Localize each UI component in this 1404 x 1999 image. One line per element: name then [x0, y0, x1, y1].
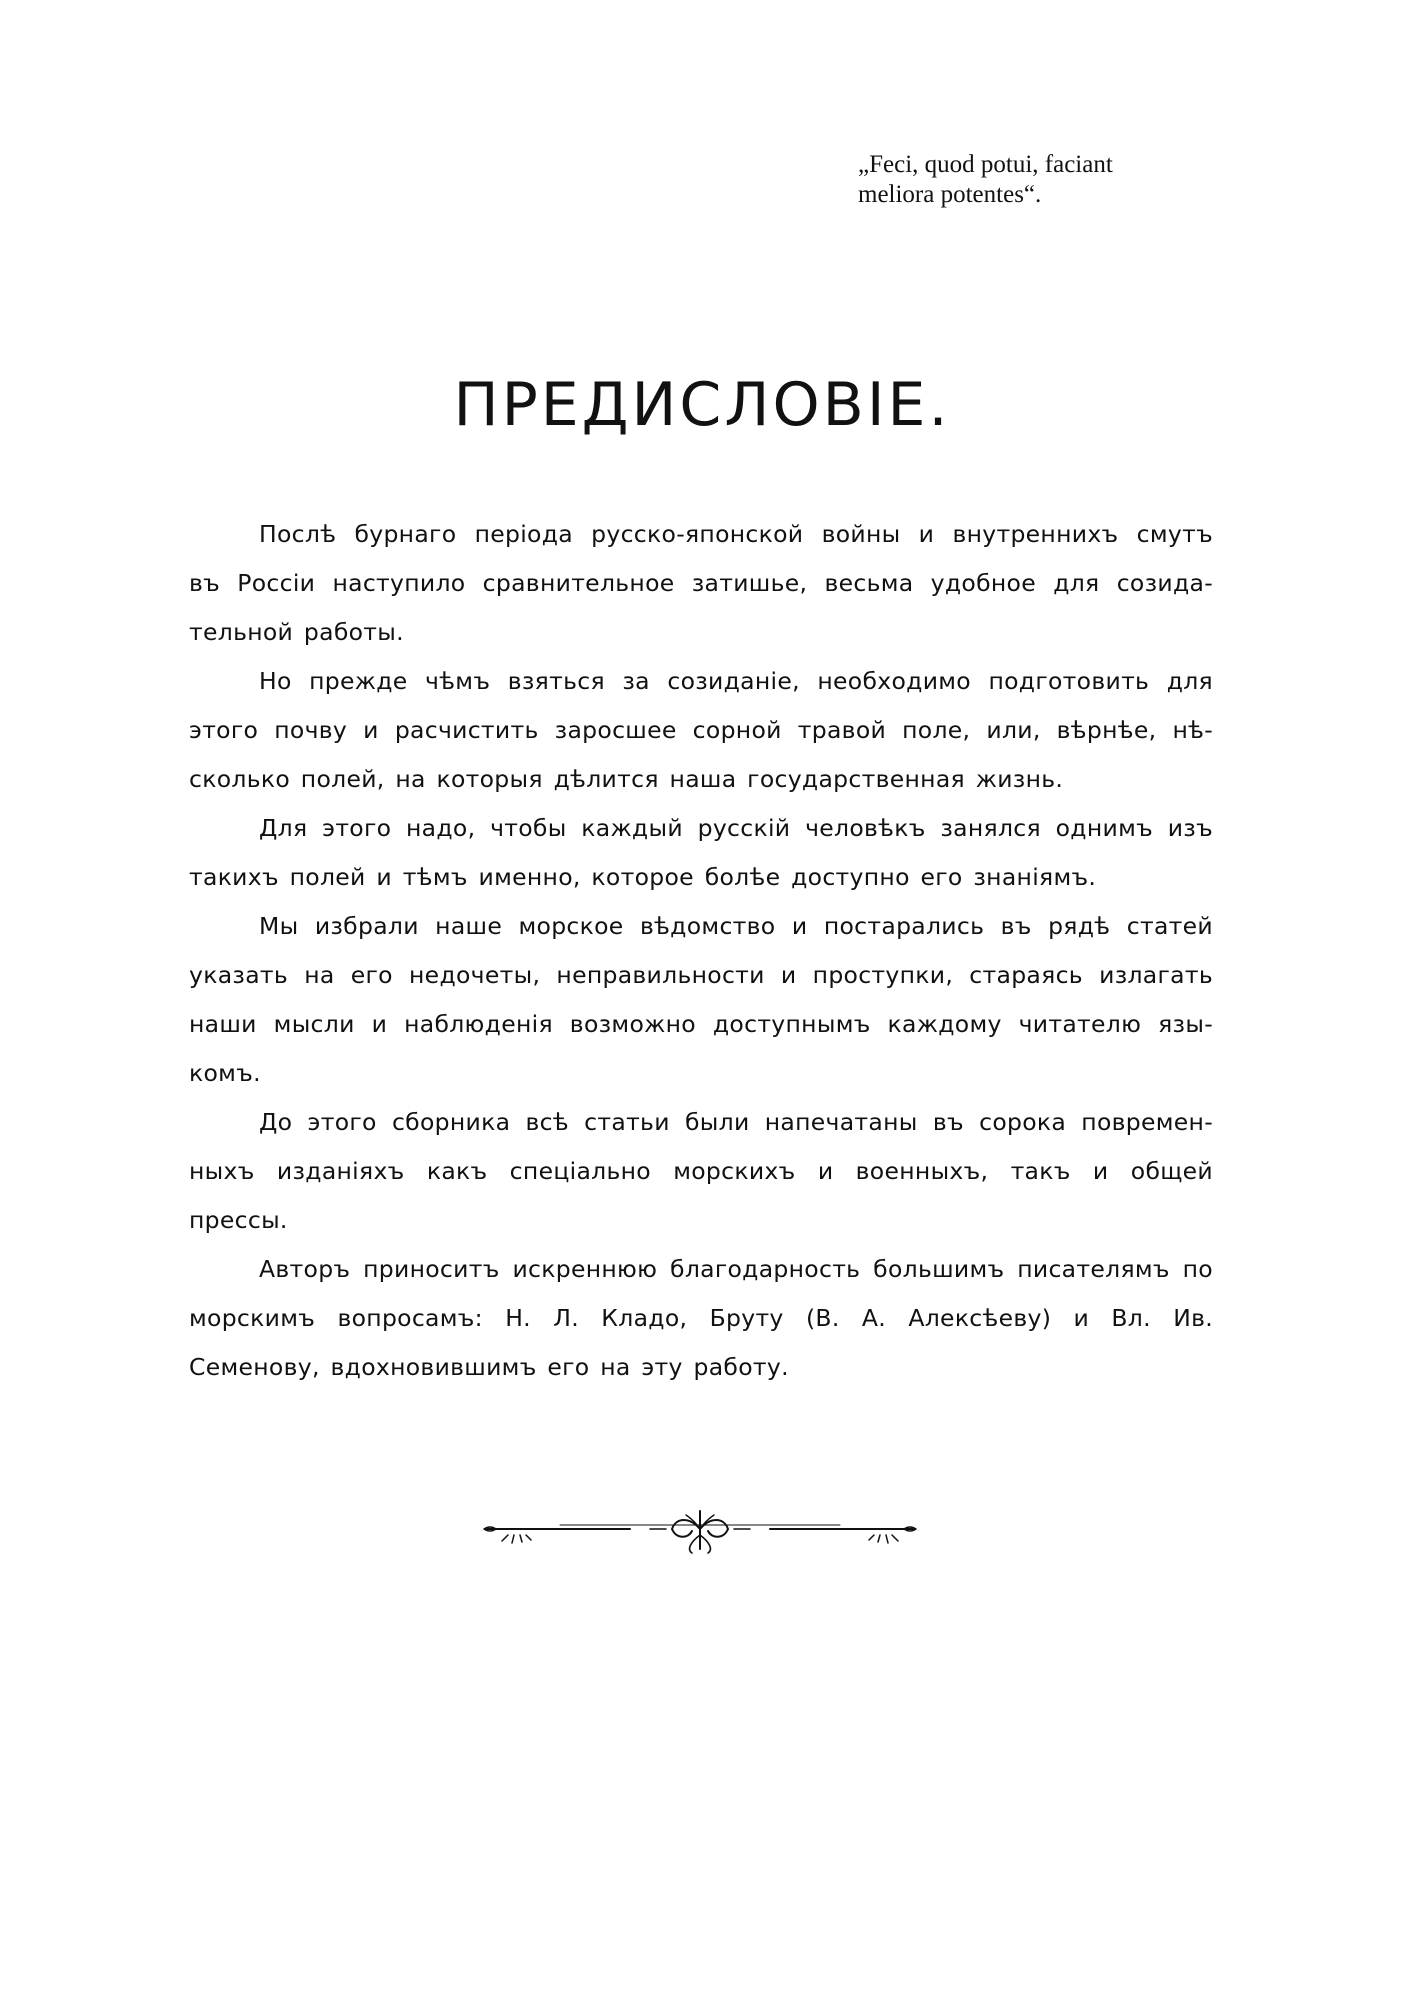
text-line: такихъ полей и тѣмъ именно, которое болѣе доступно его знанiямъ. — [189, 863, 1097, 891]
text-line: Послѣ бурнаго перiода русско-японской войны и внутреннихъ смутъ — [259, 520, 1213, 548]
text-line: комъ. — [189, 1059, 261, 1087]
text-line: Для этого надо, чтобы каждый русскiй человѣкъ занялся однимъ изъ — [259, 814, 1213, 842]
text-line: Но прежде чѣмъ взяться за созиданiе, необходимо подготовить для — [259, 667, 1213, 695]
preface-body — [189, 510, 1213, 1392]
text-line: ныхъ изданiяхъ какъ спецiально морскихъ и военныхъ, такъ и общей — [189, 1157, 1213, 1185]
text-line: сколько полей, на которыя дѣлится наша государственная жизнь. — [189, 765, 1064, 793]
text-line: Мы избрали наше морское вѣдомство и постарались въ рядѣ статей — [259, 912, 1213, 940]
text-line: въ Россiи наступило сравнительное затишье, весьма удобное для созида- — [189, 569, 1213, 597]
epigraph-line: meliora potentes“. — [858, 181, 1042, 208]
text-line: этого почву и расчистить заросшее сорной травой поле, или, вѣрнѣе, нѣ- — [189, 716, 1213, 744]
text-line: указать на его недочеты, неправильности и проступки, стараясь излагать — [189, 961, 1213, 989]
text-line: Семенову, вдохновившимъ его на эту работу. — [189, 1353, 789, 1381]
text-line: тельной работы. — [189, 618, 404, 646]
text-line: наши мысли и наблюденiя возможно доступнымъ каждому читателю язы- — [189, 1010, 1213, 1038]
text-line: прессы. — [189, 1206, 288, 1234]
page-title: ПРЕДИСЛОВIЕ. — [453, 370, 951, 440]
epigraph — [858, 150, 1218, 210]
epigraph-line: „Feci, quod potui, faciant — [858, 151, 1113, 178]
fleuron-ornament-icon — [480, 1505, 920, 1555]
text-line: морскимъ вопросамъ: Н. Л. Кладо, Бруту (В. А. Алексѣеву) и Вл. Ив. — [189, 1304, 1213, 1332]
text-line: До этого сборника всѣ статьи были напечатаны въ сорока повремен- — [259, 1108, 1213, 1136]
text-line: Авторъ приноситъ искреннюю благодарность большимъ писателямъ по — [259, 1255, 1213, 1283]
